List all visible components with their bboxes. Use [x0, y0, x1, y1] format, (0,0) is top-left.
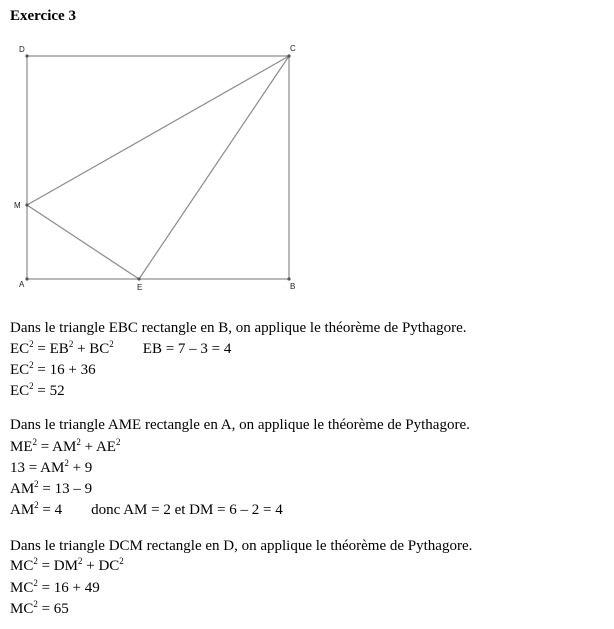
label-D: D [19, 45, 25, 54]
point-C [287, 54, 290, 57]
section2-intro: Dans le triangle AME rectangle en A, on applique le théorème de Pythagore. [10, 417, 470, 433]
label-M: M [14, 201, 21, 210]
label-C: C [290, 44, 296, 53]
section3-line1: $MC^2 = DM^2 + DC^2$ [10, 556, 124, 574]
label-E: E [137, 283, 143, 292]
segment-EC [139, 56, 289, 279]
point-D [25, 54, 28, 57]
section3-intro: Dans le triangle DCM rectangle en D, on applique le théorème de Pythagore. [10, 538, 473, 554]
point-B [287, 277, 290, 280]
segment-MC [27, 56, 289, 205]
section3-line3: $MC^2 = 65$ [10, 599, 69, 617]
section2-line1: $ME^2 = AM^2 + AE^2$ [10, 437, 121, 455]
point-A [25, 277, 28, 280]
exercise-title: Exercice 3 [10, 8, 76, 24]
section2-line3: $AM^2 = 13 - 9$ [10, 479, 93, 497]
geometry-figure [0, 0, 614, 300]
section3-line2: $MC^2 = 16 + 49$ [10, 578, 100, 596]
section1-intro: Dans le triangle EBC rectangle en B, on applique le théorème de Pythagore. [10, 320, 467, 336]
label-A: A [19, 280, 25, 289]
section2-line2: $13 = AM^2 + 9$ [10, 458, 93, 476]
segment-ME [27, 205, 139, 279]
point-E [137, 277, 140, 280]
rectangle-ABCD [27, 56, 289, 279]
section1-line2: $EC^2 = 16 + 36$ [10, 360, 96, 378]
section1-line3: $EC^2 = 52$ [10, 381, 65, 399]
section1-line1: $EC^2 = EB^2 + BC^2$ EB = 7 – 3 = 4 [10, 339, 232, 357]
point-M [25, 203, 28, 206]
label-B: B [290, 282, 296, 291]
section2-line4: $AM^2 = 4$ donc AM = 2 et DM = 6 – 2 = 4 [10, 500, 283, 518]
